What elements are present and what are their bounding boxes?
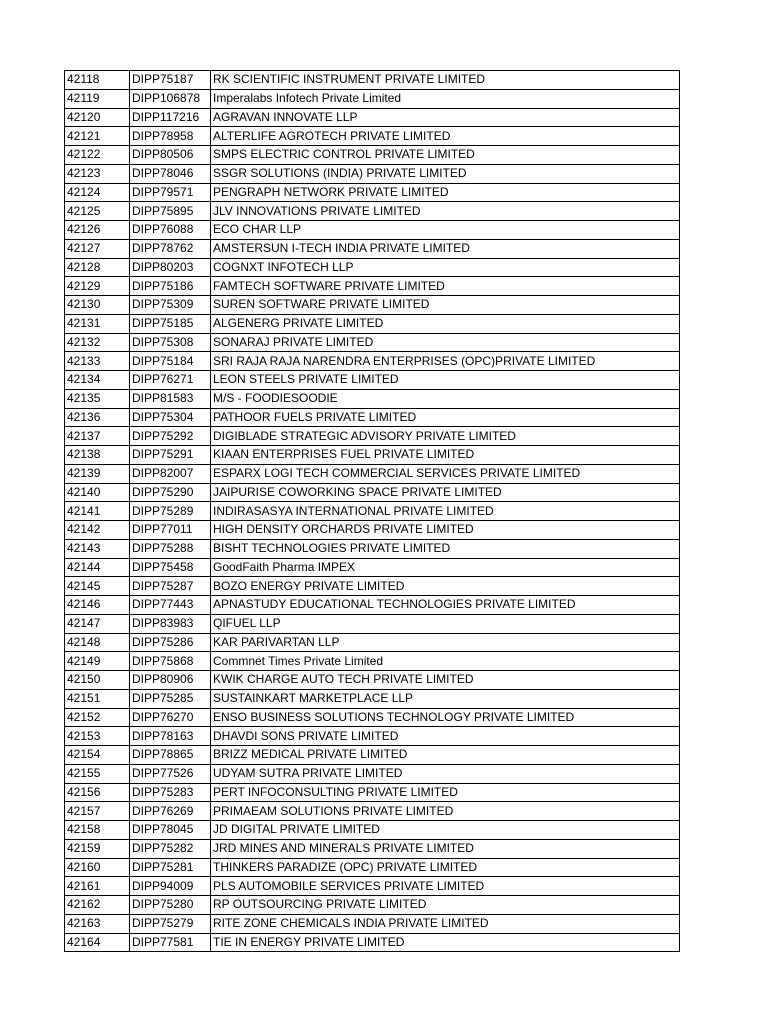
serial-number-cell: 42144 [65,558,130,577]
serial-number-cell: 42119 [65,89,130,108]
registration-id-cell: DIPP77581 [130,933,211,952]
table-row [65,596,680,615]
registration-id-cell: DIPP75309 [130,296,211,315]
serial-number-cell: 42146 [65,596,130,615]
company-name-cell: DIGIBLADE STRATEGIC ADVISORY PRIVATE LIMITED [211,427,680,446]
company-name-cell: KIAAN ENTERPRISES FUEL PRIVATE LIMITED [211,446,680,465]
registration-id-cell: DIPP75185 [130,314,211,333]
serial-number-cell: 42156 [65,783,130,802]
serial-number-cell: 42163 [65,914,130,933]
registration-id-cell: DIPP75287 [130,577,211,596]
registration-id-cell: DIPP78045 [130,821,211,840]
company-name-cell: Commnet Times Private Limited [211,652,680,671]
table-row [65,446,680,465]
company-name-cell: PERT INFOCONSULTING PRIVATE LIMITED [211,783,680,802]
serial-number-cell: 42164 [65,933,130,952]
company-name-cell: AMSTERSUN I-TECH INDIA PRIVATE LIMITED [211,239,680,258]
company-name-cell: ECO CHAR LLP [211,221,680,240]
registration-id-cell: DIPP75281 [130,858,211,877]
table-row [65,558,680,577]
registration-id-cell: DIPP75285 [130,689,211,708]
company-name-cell: INDIRASASYA INTERNATIONAL PRIVATE LIMITED [211,502,680,521]
table-row [65,108,680,127]
table-row [65,314,680,333]
company-name-cell: UDYAM SUTRA PRIVATE LIMITED [211,764,680,783]
serial-number-cell: 42159 [65,839,130,858]
serial-number-cell: 42126 [65,221,130,240]
serial-number-cell: 42147 [65,614,130,633]
serial-number-cell: 42160 [65,858,130,877]
company-name-cell: AGRAVAN INNOVATE LLP [211,108,680,127]
serial-number-cell: 42131 [65,314,130,333]
company-name-cell: RITE ZONE CHEMICALS INDIA PRIVATE LIMITED [211,914,680,933]
table-row [65,333,680,352]
company-name-cell: BRIZZ MEDICAL PRIVATE LIMITED [211,746,680,765]
table-row [65,839,680,858]
table-row [65,427,680,446]
table-row [65,727,680,746]
table-row [65,127,680,146]
serial-number-cell: 42136 [65,408,130,427]
company-name-cell: DHAVDI SONS PRIVATE LIMITED [211,727,680,746]
table-row [65,464,680,483]
serial-number-cell: 42153 [65,727,130,746]
company-name-cell: PATHOOR FUELS PRIVATE LIMITED [211,408,680,427]
registration-id-cell: DIPP81583 [130,389,211,408]
company-name-cell: KAR PARIVARTAN LLP [211,633,680,652]
serial-number-cell: 42128 [65,258,130,277]
serial-number-cell: 42148 [65,633,130,652]
company-name-cell: LEON STEELS PRIVATE LIMITED [211,371,680,390]
registration-id-cell: DIPP76270 [130,708,211,727]
registration-id-cell: DIPP75186 [130,277,211,296]
serial-number-cell: 42162 [65,896,130,915]
registration-id-cell: DIPP75289 [130,502,211,521]
registration-id-cell: DIPP78046 [130,164,211,183]
registration-id-cell: DIPP75292 [130,427,211,446]
company-name-cell: Imperalabs Infotech Private Limited [211,89,680,108]
company-name-cell: BISHT TECHNOLOGIES PRIVATE LIMITED [211,539,680,558]
company-name-cell: SONARAJ PRIVATE LIMITED [211,333,680,352]
table-row [65,502,680,521]
serial-number-cell: 42150 [65,671,130,690]
company-name-cell: SUSTAINKART MARKETPLACE LLP [211,689,680,708]
company-name-cell: KWIK CHARGE AUTO TECH PRIVATE LIMITED [211,671,680,690]
table-row [65,164,680,183]
table-body [65,71,680,952]
registration-id-cell: DIPP78865 [130,746,211,765]
table-row [65,389,680,408]
registration-id-cell: DIPP117216 [130,108,211,127]
registration-id-cell: DIPP77011 [130,521,211,540]
serial-number-cell: 42143 [65,539,130,558]
company-name-cell: SSGR SOLUTIONS (INDIA) PRIVATE LIMITED [211,164,680,183]
table-row [65,896,680,915]
registration-id-cell: DIPP78762 [130,239,211,258]
registration-id-cell: DIPP75304 [130,408,211,427]
table-row [65,614,680,633]
registration-id-cell: DIPP76271 [130,371,211,390]
table-row [65,183,680,202]
registration-id-cell: DIPP75283 [130,783,211,802]
table-row [65,671,680,690]
company-name-cell: JLV INNOVATIONS PRIVATE LIMITED [211,202,680,221]
serial-number-cell: 42130 [65,296,130,315]
registration-id-cell: DIPP75868 [130,652,211,671]
serial-number-cell: 42137 [65,427,130,446]
serial-number-cell: 42132 [65,333,130,352]
registration-id-cell: DIPP75279 [130,914,211,933]
registration-id-cell: DIPP94009 [130,877,211,896]
registration-id-cell: DIPP75308 [130,333,211,352]
company-name-cell: TIE IN ENERGY PRIVATE LIMITED [211,933,680,952]
table-row [65,877,680,896]
serial-number-cell: 42149 [65,652,130,671]
company-name-cell: JD DIGITAL PRIVATE LIMITED [211,821,680,840]
table-row [65,277,680,296]
company-name-cell: BOZO ENERGY PRIVATE LIMITED [211,577,680,596]
company-name-cell: COGNXT INFOTECH LLP [211,258,680,277]
table-row [65,202,680,221]
table-row [65,821,680,840]
table-row [65,746,680,765]
table-row [65,577,680,596]
table-row [65,914,680,933]
company-name-cell: ALGENERG PRIVATE LIMITED [211,314,680,333]
serial-number-cell: 42118 [65,71,130,90]
registration-id-cell: DIPP77526 [130,764,211,783]
serial-number-cell: 42154 [65,746,130,765]
table-row [65,71,680,90]
table-row [65,764,680,783]
table-row [65,408,680,427]
company-name-cell: ENSO BUSINESS SOLUTIONS TECHNOLOGY PRIVATE LIMITED [211,708,680,727]
registration-id-cell: DIPP77443 [130,596,211,615]
company-name-cell: FAMTECH SOFTWARE PRIVATE LIMITED [211,277,680,296]
registration-id-cell: DIPP80506 [130,146,211,165]
company-name-cell: ALTERLIFE AGROTECH PRIVATE LIMITED [211,127,680,146]
serial-number-cell: 42142 [65,521,130,540]
table-row [65,371,680,390]
company-name-cell: RP OUTSOURCING PRIVATE LIMITED [211,896,680,915]
registration-id-cell: DIPP83983 [130,614,211,633]
company-name-cell: JRD MINES AND MINERALS PRIVATE LIMITED [211,839,680,858]
registration-id-cell: DIPP80906 [130,671,211,690]
company-name-cell: PLS AUTOMOBILE SERVICES PRIVATE LIMITED [211,877,680,896]
serial-number-cell: 42123 [65,164,130,183]
company-name-cell: SUREN SOFTWARE PRIVATE LIMITED [211,296,680,315]
serial-number-cell: 42121 [65,127,130,146]
table-row [65,689,680,708]
registration-id-cell: DIPP75290 [130,483,211,502]
company-name-cell: SRI RAJA RAJA NARENDRA ENTERPRISES (OPC)PRIVATE LIMITED [211,352,680,371]
table-row [65,521,680,540]
table-row [65,539,680,558]
registration-id-cell: DIPP75187 [130,71,211,90]
serial-number-cell: 42155 [65,764,130,783]
company-name-cell: PENGRAPH NETWORK PRIVATE LIMITED [211,183,680,202]
company-name-cell: APNASTUDY EDUCATIONAL TECHNOLOGIES PRIVATE LIMITED [211,596,680,615]
table-row [65,652,680,671]
serial-number-cell: 42124 [65,183,130,202]
startup-registry-table [64,70,680,952]
registration-id-cell: DIPP75282 [130,839,211,858]
serial-number-cell: 42127 [65,239,130,258]
serial-number-cell: 42129 [65,277,130,296]
serial-number-cell: 42140 [65,483,130,502]
serial-number-cell: 42135 [65,389,130,408]
table-row [65,258,680,277]
table-row [65,633,680,652]
table-row [65,352,680,371]
serial-number-cell: 42125 [65,202,130,221]
table-row [65,89,680,108]
registration-id-cell: DIPP75458 [130,558,211,577]
registration-id-cell: DIPP75291 [130,446,211,465]
registration-id-cell: DIPP75280 [130,896,211,915]
table-row [65,783,680,802]
serial-number-cell: 42161 [65,877,130,896]
registration-id-cell: DIPP78163 [130,727,211,746]
table-row [65,708,680,727]
registration-id-cell: DIPP78958 [130,127,211,146]
serial-number-cell: 42158 [65,821,130,840]
company-name-cell: JAIPURISE COWORKING SPACE PRIVATE LIMITED [211,483,680,502]
table-row [65,239,680,258]
table-row [65,802,680,821]
company-name-cell: SMPS ELECTRIC CONTROL PRIVATE LIMITED [211,146,680,165]
serial-number-cell: 42141 [65,502,130,521]
serial-number-cell: 42122 [65,146,130,165]
registration-id-cell: DIPP75288 [130,539,211,558]
registration-id-cell: DIPP79571 [130,183,211,202]
serial-number-cell: 42133 [65,352,130,371]
table-row [65,483,680,502]
company-name-cell: ESPARX LOGI TECH COMMERCIAL SERVICES PRIVATE LIMITED [211,464,680,483]
registration-id-cell: DIPP76088 [130,221,211,240]
table-row [65,933,680,952]
table-row [65,221,680,240]
table-row [65,146,680,165]
serial-number-cell: 42145 [65,577,130,596]
company-name-cell: GoodFaith Pharma IMPEX [211,558,680,577]
serial-number-cell: 42157 [65,802,130,821]
registration-id-cell: DIPP75184 [130,352,211,371]
table-row [65,858,680,877]
company-name-cell: RK SCIENTIFIC INSTRUMENT PRIVATE LIMITED [211,71,680,90]
registration-id-cell: DIPP106878 [130,89,211,108]
company-name-cell: HIGH DENSITY ORCHARDS PRIVATE LIMITED [211,521,680,540]
registration-id-cell: DIPP75895 [130,202,211,221]
registration-id-cell: DIPP80203 [130,258,211,277]
registration-id-cell: DIPP82007 [130,464,211,483]
serial-number-cell: 42152 [65,708,130,727]
serial-number-cell: 42138 [65,446,130,465]
serial-number-cell: 42134 [65,371,130,390]
table-row [65,296,680,315]
company-name-cell: M/S - FOODIESOODIE [211,389,680,408]
serial-number-cell: 42151 [65,689,130,708]
registration-id-cell: DIPP76269 [130,802,211,821]
serial-number-cell: 42120 [65,108,130,127]
company-name-cell: QIFUEL LLP [211,614,680,633]
company-name-cell: PRIMAEAM SOLUTIONS PRIVATE LIMITED [211,802,680,821]
registration-id-cell: DIPP75286 [130,633,211,652]
serial-number-cell: 42139 [65,464,130,483]
company-name-cell: THINKERS PARADIZE (OPC) PRIVATE LIMITED [211,858,680,877]
